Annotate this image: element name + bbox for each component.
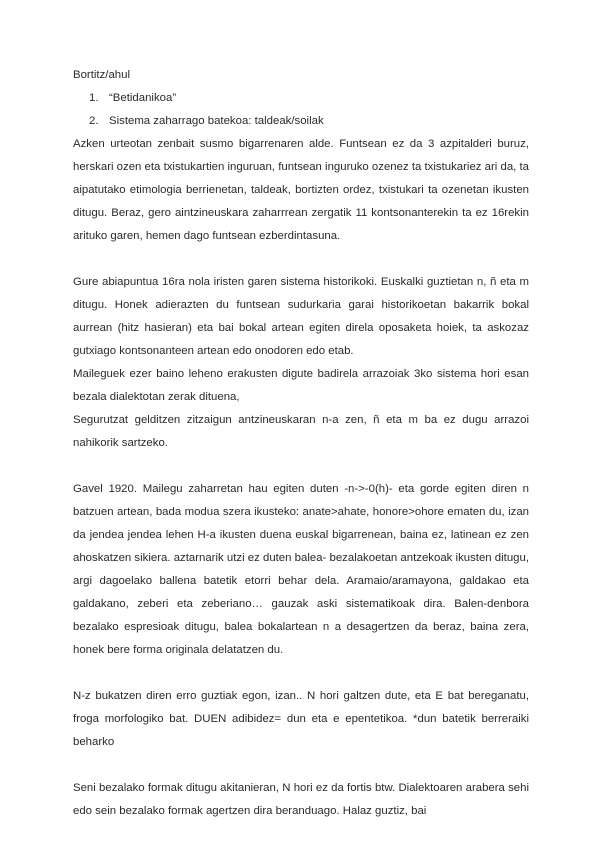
paragraph: Gavel 1920. Mailegu zaharretan hau egiten duten -n->-0(h)- eta gorde egiten diren n batzuen artean, bada modua szera ikusteko: anate>ahate, honore>ohore ematen du, izan da jendea jendea lehen H-a ikusten duena euskal bigarrenean, baina ez, latinean ez zen ahoskatzen sikiera. aztarnarik utzi ez duten balea- bezalakoetan antzekoak ikusten ditugu, argi dagoelako ballena batetik etorri behar dela. Aramaio/aramayona, galdakao eta galdakano, zeberi eta zeberiano… gauzak aski sistematikoak dira. Balen-denbora bezalako espresioak ditugu, balea bokalartean n a desagertzen da beraz, baina zera, honek bere forma originala delatatzen du. (73, 483, 529, 656)
paragraph-gap (73, 662, 529, 685)
paragraph: N-z bukatzen diren erro guztiak egon, izan.. N hori galtzen dute, eta E bat bereganatu, froga morfologiko bat. DUEN adibidez= dun eta e epentetikoa. *dun batetik berreraiki beharko (73, 690, 529, 748)
paragraph: Azken urteotan zenbait susmo bigarrenaren alde. Funtsean ez da 3 azpitalderi buruz, herskari ozen eta txistukartien inguruan, funtsean inguruko ozenez ta txistukariez ari da, ta aipatutako etimologia berrienetan, taldeak, bortizten ordez, txistukari ta ozenetan ikusten ditugu. Beraz, gero aintzineuskara zaharrrean zergatik 11 kontsonanterekin ta ez 16rekin arituko garen, hemen dago funtsean ezberdintasuna. (73, 138, 529, 242)
paragraph-gap (73, 248, 529, 271)
list-number: 1. (89, 92, 99, 104)
list-item (73, 110, 529, 133)
paragraph: Seni bezalako formak ditugu akitanieran, N hori ez da fortis btw. Dialektoaren arabera sehi edo sein bezalako formak agertzen dira beranduago. Halaz guztiz, bai (73, 782, 529, 817)
numbered-list (73, 87, 529, 133)
list-item-text: “Betidanikoa” (109, 92, 177, 104)
paragraph-gap (73, 455, 529, 478)
paragraph: Gure abiapuntua 16ra nola iristen garen sistema historikoki. Euskalki guztietan n, ñ eta m ditugu. Honek adierazten du funtsean sudurkaria garai historikoetan bakarrik bokal aurrean (hitz hasieran) eta bai bokal artean egiten direla oposaketa hoiek, ta askozaz gutxiago kontsonanteen artean edo onodoren edo etab. (73, 276, 529, 357)
paragraph-gap (73, 754, 529, 777)
list-item (73, 87, 529, 110)
paragraph: Segurutzat gelditzen zitzaigun antzineuskaran n-a zen, ñ eta m ba ez dugu arrazoi nahikorik sartzeko. (73, 414, 529, 449)
list-item-text: Sistema zaharrago batekoa: taldeak/soilak (109, 115, 324, 127)
document-body (73, 64, 529, 823)
paragraph: Maileguek ezer baino leheno erakusten digute badirela arrazoiak 3ko sistema hori esan bezala dialektotan zerak dituena, (73, 368, 529, 403)
section-heading: Bortitz/ahul (73, 69, 130, 81)
list-number: 2. (89, 115, 99, 127)
